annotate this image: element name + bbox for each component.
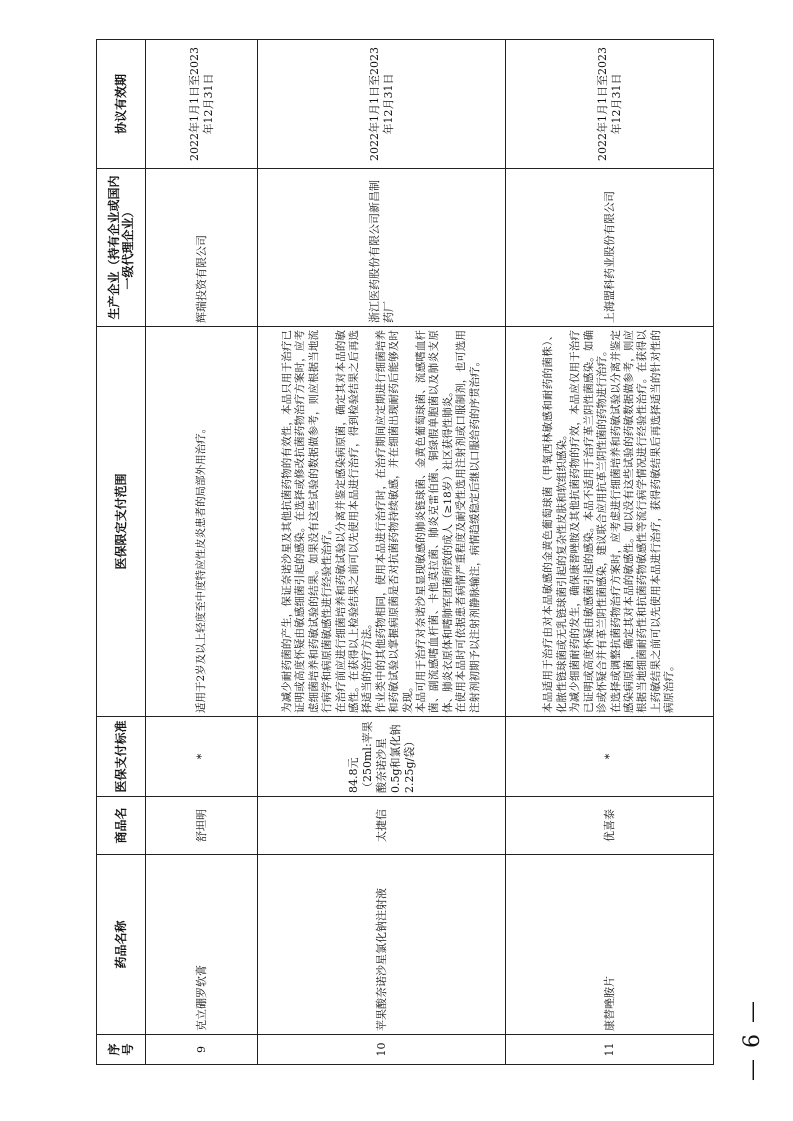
row-brand-name: 舒坦明: [146, 797, 258, 855]
scope-paragraph: 作业类中的其他药物相同，使用本品进行治疗时，在治疗期间应定期进行细菌培养和药敏试验以掌握病原菌是否对抗菌药物持续敏感，并在细菌出现耐药后能够及时发现。: [374, 330, 414, 713]
header-drug-name: 药品名称: [97, 855, 146, 1035]
row-no: 9: [146, 1035, 258, 1065]
header-no: 序号: [97, 1035, 146, 1065]
row-brand-name: 太捷信: [258, 797, 506, 855]
row-drug-name: 苹果酸奈诺沙星氯化钠注射液: [258, 855, 506, 1035]
scope-paragraph: 在使用本品时可依据患者病情严重程度及耐受性选用注射剂或口服制剂，也可选用注射剂初期予以注射剂静脉输注，病情趋缓稳定后继以口服给药的序贯治疗。: [455, 330, 481, 713]
page-number: — 6 —: [740, 999, 765, 1081]
scope-paragraph: 在治疗前应进行细菌培养和药敏试验以分离并鉴定感染病原菌，确定其对本品的敏感性。在获得以上检验结果之前可以先使用本品进行治疗，得到检验结果之后再选择适当的治疗方法。: [334, 330, 374, 713]
row-no: 10: [258, 1035, 506, 1065]
row-validity: 2022年1月1日至2023年12月31日: [146, 40, 258, 169]
row-company: 浙江医药股份有限公司新昌制药厂: [258, 169, 506, 327]
row-brand-name: 优喜泰: [506, 797, 714, 855]
scope-paragraph: 为减少耐药菌的产生，保证奈诺沙星及其他抗菌药物的有效性，本品只用于治疗已证明或高度怀疑由敏感细菌引起的感染。在选择或修改抗菌药物治疗方案时，应考虑细菌培养和药敏试验的结果。如果没有这些试验的数据做参考，则应根据当地流行病学和病原菌敏感性进行经验性治疗。: [280, 330, 334, 713]
row-payment-standard: 84.8元（250ml:苹果酸奈诺沙星0.5g和氯化钠2.25g/袋）: [258, 717, 506, 797]
row-drug-name: 克立硼罗软膏: [146, 855, 258, 1035]
header-validity: 协议有效期: [97, 40, 146, 169]
table-row: [506, 40, 714, 1065]
row-company: 上海盟科药业股份有限公司: [506, 169, 714, 327]
row-payment-scope: [506, 327, 714, 717]
drug-table: [96, 39, 714, 1065]
row-validity: 2022年1月1日至2023年12月31日: [258, 40, 506, 169]
row-company: 辉瑞投资有限公司: [146, 169, 258, 327]
header-brand-name: 商品名: [97, 797, 146, 855]
row-no: 11: [506, 1035, 714, 1065]
header-payment-standard: 医保支付标准: [97, 717, 146, 797]
row-payment-scope: [146, 327, 258, 717]
scope-paragraph: 适用于2岁及以上轻度至中度特应性皮炎患者的局部外用治疗。: [194, 422, 207, 713]
scope-paragraph: 为减少细菌耐药的发生，确保康替唑胺及其他抗菌药物的疗效，本品应仅用于治疗已证明或高度怀疑由敏感菌引起的感染。本品不适用于治疗革兰阴性菌感染。如确诊或怀疑合并有革兰阴性菌感染，建议联合应用抗革兰阴性菌的药物进行治疗。: [569, 330, 609, 713]
row-payment-scope: [258, 327, 506, 717]
scope-paragraph: 本品可用于治疗对奈诺沙星显现敏感的肺炎链球菌、金黄色葡萄球菌、流感嗜血杆菌、副流感嗜血杆菌、卡他莫拉菌、肺炎克雷伯菌、铜绿假单胞菌以及肺炎支原体、肺炎衣原体和嗜肺军团菌所致的成人（≥18岁）社区获得性肺炎。: [415, 330, 454, 713]
header-company: 生产企业（持有企业或国内一级代理企业）: [97, 169, 146, 327]
row-payment-standard: *: [506, 717, 714, 797]
table-header-row: [97, 40, 146, 1065]
scope-paragraph: 在选择或调整抗菌药物治疗方案时，应考虑进行细菌培养和药敏试验以分离并鉴定感染病原菌，确定其对本品的敏感性。如以没有这些试验的药敏数据做参考，则应根据当地细菌耐药性和抗菌药物敏感性等流行病学情况进行经验性治疗。在获得以上药敏结果之前可以先使用本品进行治疗，获得药敏结果后再选择适当的针对性的病原治疗。: [609, 330, 676, 713]
row-payment-standard: *: [146, 717, 258, 797]
table-row: [146, 40, 258, 1065]
scope-paragraph: 本品适用于治疗由对本品敏感的金黄色葡萄球菌（甲氧西林敏感和耐药的菌株）、化脓性链球菌或无乳链球菌引起的复杂性皮肤和软组织感染。: [542, 330, 568, 713]
row-drug-name: 康替唑胺片: [506, 855, 714, 1035]
header-payment-scope: 医保限定支付范围: [97, 327, 146, 717]
table-row: [258, 40, 506, 1065]
row-validity: 2022年1月1日至2023年12月31日: [506, 40, 714, 169]
